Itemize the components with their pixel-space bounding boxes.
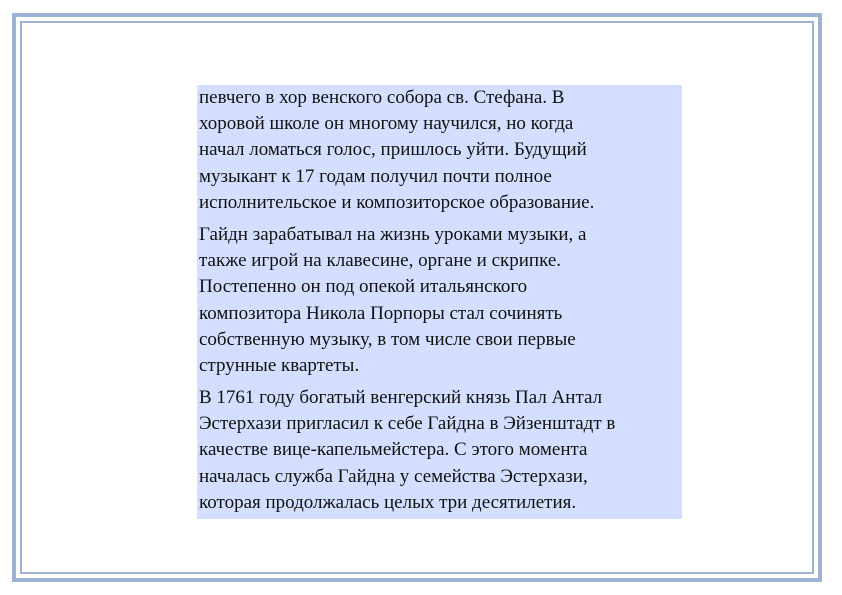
text-line: композитора Никола Порпоры стал сочинять <box>199 302 563 324</box>
text-line: началась служба Гайдна у семейства Эстерхази, <box>199 465 588 487</box>
paragraph-1 <box>199 85 682 216</box>
paragraph-3 <box>199 385 682 516</box>
text-line: Эстерхази пригласил к себе Гайдна в Эйзенштадт в <box>199 413 616 435</box>
text-line: также игрой на клавесине, органе и скрипке. <box>199 250 562 272</box>
text-line: собственную музыку, в том числе свои первые <box>199 328 576 350</box>
text-line: исполнительское и композиторское образование. <box>199 191 595 213</box>
text-line: музыкант к 17 годам получил почти полное <box>199 165 552 187</box>
text-line: качестве вице-капельмейстера. С этого момента <box>199 439 588 461</box>
text-line: Гайдн зарабатывал на жизнь уроками музыки, а <box>199 223 587 245</box>
text-box <box>197 85 682 519</box>
text-line: певчего в хор венского собора св. Стефана. В <box>199 87 565 108</box>
text-line: Постепенно он под опекой итальянского <box>199 276 528 298</box>
text-line: которая продолжалась целых три десятилетия. <box>199 491 577 513</box>
text-line: В 1761 году богатый венгерский князь Пал Антал <box>199 387 603 409</box>
paragraph-2 <box>199 222 682 379</box>
text-line: хоровой школе он многому научился, но когда <box>199 113 574 135</box>
text-line: начал ломаться голос, пришлось уйти. Будущий <box>199 139 587 161</box>
text-line: струнные квартеты. <box>199 354 360 376</box>
